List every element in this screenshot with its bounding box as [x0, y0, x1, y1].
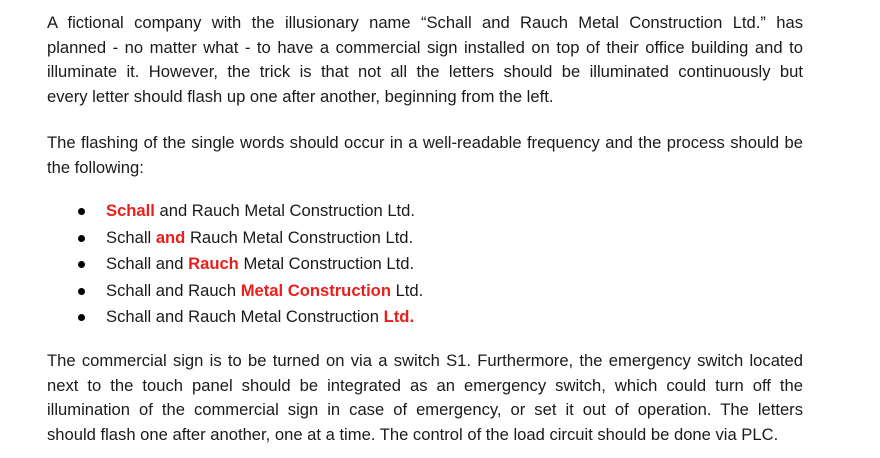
- highlighted-word: Ltd.: [383, 307, 415, 327]
- list-item: [70, 198, 423, 225]
- text-before: Schall and Rauch: [106, 280, 241, 300]
- bullet-icon: [78, 235, 85, 242]
- bullet-icon: [78, 261, 85, 268]
- text-after: and Rauch Metal Construction Ltd.: [154, 201, 416, 220]
- text-after: Metal Construction Ltd.: [238, 254, 415, 274]
- text-before: Schall and Rauch Metal Construction: [106, 307, 384, 327]
- paragraph-line: every letter should flash up one after another, beginning from the left.: [47, 86, 554, 106]
- list-item: [70, 304, 423, 331]
- list-item: [70, 278, 423, 305]
- bullet-icon: [78, 288, 85, 295]
- paragraph-line: should flash one after another, one at a time. The control of the load circuit should be done via PLC.: [47, 424, 779, 444]
- text-after: Ltd.: [390, 280, 424, 300]
- highlighted-word: Schall: [106, 201, 155, 220]
- highlighted-word: Metal Construction: [240, 280, 391, 300]
- bullet-icon: [78, 314, 85, 321]
- paragraph-line: planned - no matter what - to have a commercial sign installed on top of their office building and to: [47, 37, 803, 57]
- text-after: Rauch Metal Construction Ltd.: [185, 227, 414, 247]
- paragraph-line: next to the touch panel should be integrated as an emergency switch, which could turn off the: [47, 375, 803, 395]
- paragraph-line: The commercial sign is to be turned on via a switch S1. Furthermore, the emergency switch located: [47, 351, 803, 370]
- highlighted-word: Rauch: [188, 254, 239, 274]
- list-item: [70, 251, 423, 278]
- intro-paragraph: [47, 11, 803, 109]
- paragraph-line: illumination of the commercial sign in case of emergency, or set it out of operation. The letters: [47, 400, 803, 420]
- paragraph-line: A fictional company with the illusionary name “Schall and Rauch Metal Construction Ltd.” has: [47, 13, 803, 32]
- paragraph-line: The flashing of the single words should occur in a well-readable frequency and the process should be: [47, 133, 803, 152]
- bullet-icon: [78, 208, 85, 215]
- paragraph-line: illuminate it. However, the trick is that not all the letters should be illuminated continuously but: [47, 62, 803, 82]
- highlighted-word: and: [155, 227, 186, 247]
- control-paragraph: [47, 349, 803, 447]
- process-paragraph: [47, 131, 803, 180]
- paragraph-line: the following:: [47, 157, 144, 177]
- text-before: Schall: [106, 227, 156, 247]
- text-before: Schall and: [106, 254, 189, 274]
- flash-sequence-list: [70, 198, 423, 331]
- list-item: [70, 225, 423, 252]
